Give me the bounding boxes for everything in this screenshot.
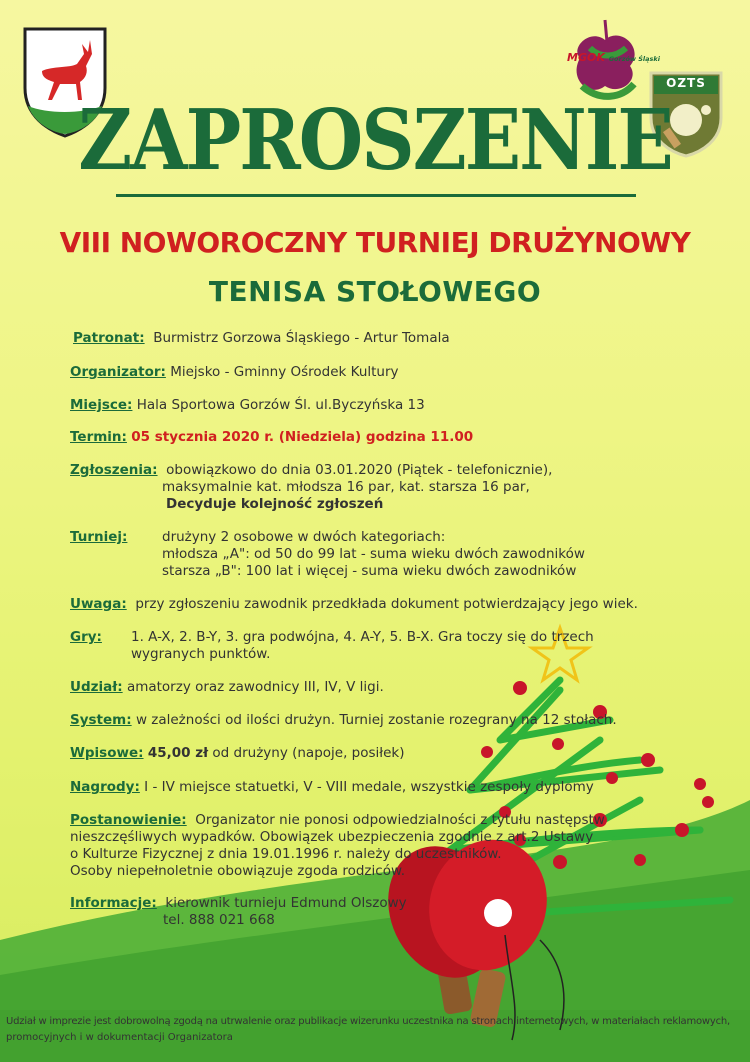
uwaga-row	[70, 596, 638, 613]
turniej-line1: drużyny 2 osobowe w dwóch kategoriach:	[162, 529, 446, 545]
postanowienie-line1: Organizator nie ponosi odpowiedzialności z tytułu następstw	[195, 812, 605, 828]
patronat-row	[73, 330, 450, 347]
zgloszenia-label: Zgłoszenia:	[70, 462, 158, 478]
wpisowe-row	[70, 745, 405, 762]
nagrody-row	[70, 779, 594, 796]
organizator-label: Organizator:	[70, 364, 166, 380]
udzial-label: Udział:	[70, 679, 123, 695]
uwaga-label: Uwaga:	[70, 596, 127, 612]
turniej-row	[70, 529, 127, 546]
organizator-row	[70, 364, 399, 381]
turniej-line3: starsza „B": 100 lat i więcej - suma wieku dwóch zawodników	[162, 563, 577, 579]
postanowienie-line3: o Kulturze Fizycznej z dnia 19.01.1996 r. należy do uczestników.	[70, 846, 502, 862]
event-title-line2: TENISA STOŁOWEGO	[208, 275, 542, 308]
event-title-line1: VIII NOWOROCZNY TURNIEJ DRUŻYNOWY	[59, 226, 691, 259]
termin-label: Termin:	[70, 429, 127, 445]
postanowienie-row	[70, 812, 605, 829]
organizator-value: Miejsko - Gminny Ośrodek Kultury	[170, 364, 399, 380]
miejsce-label: Miejsce:	[70, 397, 133, 413]
termin-row	[70, 429, 473, 446]
miejsce-value: Hala Sportowa Gorzów Śl. ul.Byczyńska 13	[136, 397, 425, 413]
wpisowe-value: od drużyny (napoje, posiłek)	[212, 745, 405, 761]
udzial-value: amatorzy oraz zawodnicy III, IV, V ligi.	[126, 679, 384, 695]
mgok-logo-text: MGOK Gorzów Śląski	[567, 51, 660, 64]
gry-line1: 1. A-X, 2. B-Y, 3. gra podwójna, 4. A-Y, 5. B-X. Gra toczy się do trzech	[131, 629, 594, 645]
udzial-row	[70, 679, 384, 696]
footer-line2: promocyjnych i w dokumentacji Organizatora	[6, 1032, 233, 1043]
title-underline	[116, 194, 636, 197]
footer-consent-note	[6, 1014, 746, 1046]
system-row	[70, 712, 617, 729]
patronat-value: Burmistrz Gorzowa Śląskiego - Artur Tomala	[153, 330, 450, 346]
nagrody-value: I - IV miejsce statuetki, V - VIII medale, wszystkie zespoły dyplomy	[144, 779, 594, 795]
turniej-label: Turniej:	[70, 529, 128, 545]
zgloszenia-line1: obowiązkowo do dnia 03.01.2020 (Piątek - telefonicznie),	[166, 462, 553, 478]
postanowienie-label: Postanowienie:	[70, 812, 187, 828]
gry-line2: wygranych punktów.	[131, 646, 271, 662]
zgloszenia-row	[70, 462, 552, 479]
gry-row	[70, 629, 102, 646]
postanowienie-line4: Osoby niepełnoletnie obowiązuje zgoda rodziców.	[70, 863, 406, 879]
system-value: w zależności od ilości drużyn. Turniej zostanie rozegrany na 12 stołach.	[135, 712, 617, 728]
informacje-row	[70, 895, 407, 912]
system-label: System:	[70, 712, 132, 728]
termin-value: 05 stycznia 2020 r. (Niedziela) godzina 11.00	[131, 429, 474, 445]
patronat-label: Patronat:	[73, 330, 145, 346]
turniej-line2: młodsza „A": od 50 do 99 lat - suma wieku dwóch zawodników	[162, 546, 585, 562]
gry-label: Gry:	[70, 629, 102, 645]
zgloszenia-line3: Decyduje kolejność zgłoszeń	[166, 496, 384, 512]
zgloszenia-line2: maksymalnie kat. młodsza 16 par, kat. starsza 16 par,	[162, 479, 530, 495]
page-title: ZAPROSZENIE	[78, 92, 672, 190]
uwaga-value: przy zgłoszeniu zawodnik przedkłada dokument potwierdzający jego wiek.	[135, 596, 638, 612]
miejsce-row	[70, 397, 425, 414]
wpisowe-amount: 45,00 zł	[147, 745, 209, 761]
informacje-label: Informacje:	[70, 895, 157, 911]
nagrody-label: Nagrody:	[70, 779, 140, 795]
informacje-phone: tel. 888 021 668	[163, 912, 275, 928]
footer-line1: Udział w imprezie jest dobrowolną zgodą na utrwalenie oraz publikacje wizerunku uczestnika na stronach internetowych, w materiałach reklamowych,	[6, 1016, 731, 1027]
ozts-logo-text: OZTS	[666, 76, 706, 90]
informacje-line1: kierownik turnieju Edmund Olszowy	[165, 895, 407, 911]
wpisowe-label: Wpisowe:	[70, 745, 144, 761]
postanowienie-line2: nieszczęśliwych wypadków. Obowiązek ubezpieczenia zgodnie z art.2 Ustawy	[70, 829, 594, 845]
